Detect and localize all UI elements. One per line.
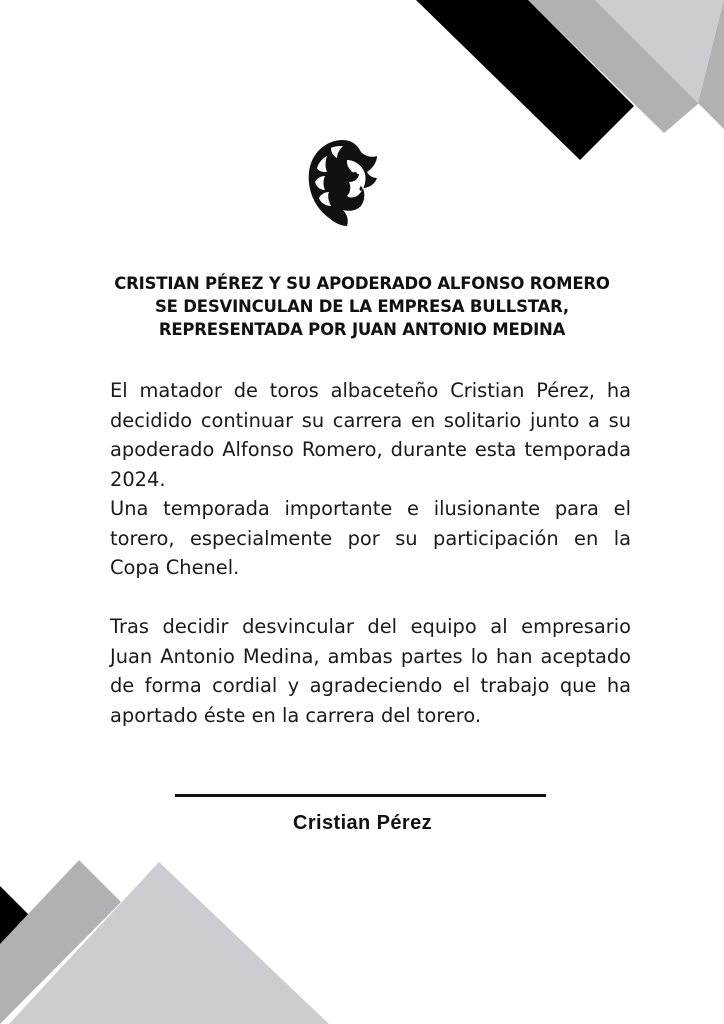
- headline: CRISTIAN PÉREZ Y SU APODERADO ALFONSO ROMERO SE DESVINCULAN DE LA EMPRESA BULLSTAR, REPRESENTADA POR JUAN ANTONIO MEDINA: [114, 274, 610, 339]
- lion-head-icon: [303, 138, 385, 228]
- article-body: [110, 376, 631, 730]
- paragraph-3: Tras decidir desvincular del equipo al empresario Juan Antonio Medina, ambas partes lo han aceptado de forma cordial y agradeciendo el trabajo que ha aportado éste en la carrera del torero.: [110, 615, 631, 727]
- signature-name: Cristian Pérez: [293, 812, 432, 834]
- signature-line: [175, 794, 546, 797]
- paragraph-2: Una temporada importante e ilusionante para el torero, especialmente por su participación en la Copa Chenel.: [110, 497, 631, 579]
- paragraph-1: El matador de toros albaceteño Cristian Pérez, ha decidido continuar su carrera en solitario junto a su apoderado Alfonso Romero, durante esta temporada 2024.: [110, 379, 631, 491]
